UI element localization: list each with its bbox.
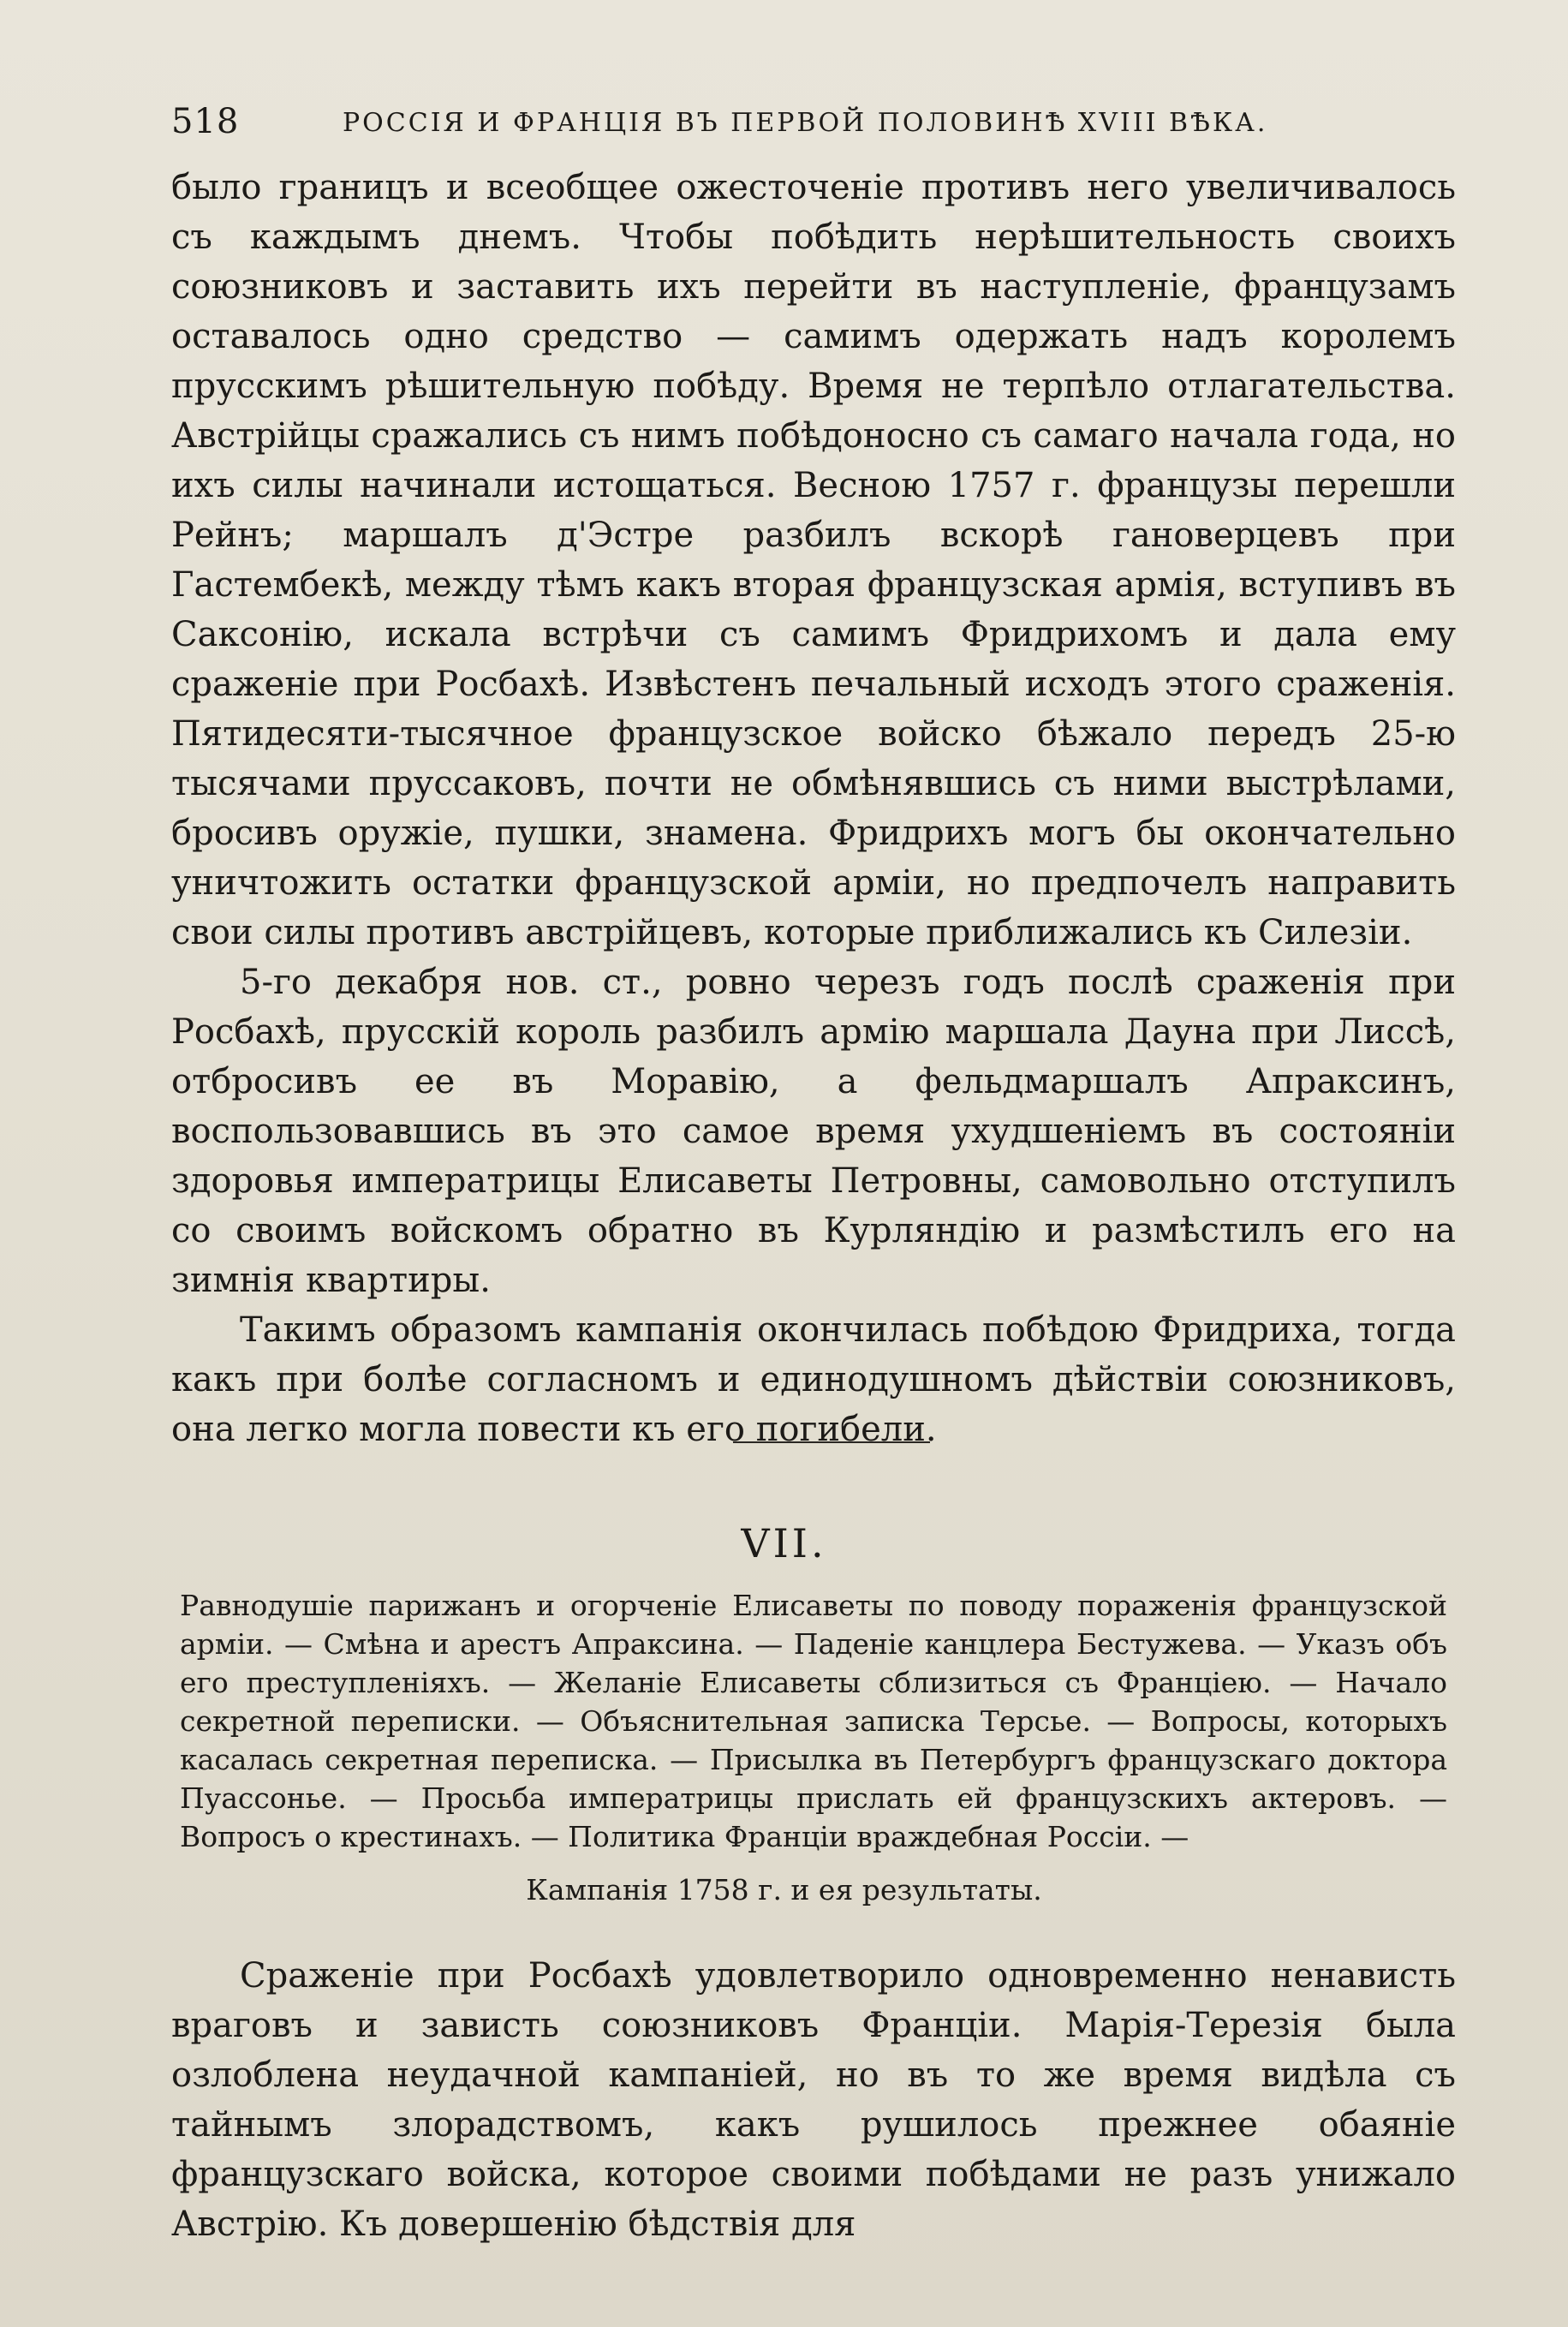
chapter-number: VII. [741, 1520, 827, 1566]
paragraph: Такимъ образомъ кампанія окончилась побѣдою Фридриха, тогда какъ при болѣе согласномъ и единодушномъ дѣйствіи союзниковъ, она легко могла повести къ его погибели. [171, 1310, 1456, 1449]
running-head [171, 96, 1456, 147]
running-title: РОССІЯ И ФРАНЦІЯ ВЪ ПЕРВОЙ ПОЛОВИНѢ XVIII ВѢКА. [343, 108, 1268, 138]
page-number: 518 [171, 102, 240, 141]
paragraph: 5-го декабря нов. ст., ровно черезъ годъ послѣ сраженія при Росбахѣ, прусскій король разбилъ армію маршала Дауна при Лиссѣ, отбросивъ ее въ Моравію, а фельдмаршалъ Апраксинъ, воспользовавшись въ это самое время ухудшеніемъ въ состояніи здоровья императрицы Елисаветы Петровны, самовольно отступилъ со своимъ войскомъ обратно въ Курляндію и размѣстилъ его на зимнія квартиры. [171, 963, 1456, 1300]
paragraph: Сраженіе при Росбахѣ удовлетворило одновременно ненависть враговъ и зависть союзниковъ Франціи. Марія-Терезія была озлоблена неудачной кампаніей, но въ то же время видѣла съ тайнымъ злорадствомъ, какъ рушилось прежнее обаяніе французскаго войска, которое своими побѣдами не разъ унижало Австрію. Къ довершенію бѣдствія для [171, 1956, 1456, 2244]
main-text-block [171, 163, 1456, 1454]
chapter-summary: Равнодушіе парижанъ и огорченіе Елисаветы по поводу пораженія французской арміи. — Смѣна и арестъ Апраксина. — Паденіе канцлера Бестужева. — Указъ объ его преступленіяхъ. — Желаніе Елисаветы сблизиться съ Франціею. — Начало секретной переписки. — Объяснительная записка Терсье. — Вопросы, которыхъ касалась секретная переписка. — Присылка въ Петербургъ французскаго доктора Пуассонье. — Просьба императрицы прислать ей французскихъ актеровъ. — Вопросъ о крестинахъ. — Политика Франціи враждебная Россіи. — [180, 1589, 1447, 1853]
paragraph-continuation: было границъ и всеобщее ожесточеніе противъ него увеличивалось съ каждымъ днемъ. Чтобы побѣдить нерѣшительность своихъ союзниковъ и заставить ихъ перейти въ наступленіе, французамъ оставалось одно средство — самимъ одержать надъ королемъ прусскимъ рѣшительную побѣду. Время не терпѣло отлагательства. Австрійцы сражались съ нимъ побѣдоносно съ самаго начала года, но ихъ силы начинали истощаться. Весною 1757 г. французы перешли Рейнъ; маршалъ д'Эстре разбилъ вскорѣ гановерцевъ при Гастембекѣ, между тѣмъ какъ вторая французская армія, вступивъ въ Саксонію, искала встрѣчи съ самимъ Фридрихомъ и дала ему сраженіе при Росбахѣ. Извѣстенъ печальный исходъ этого сраженія. Пятидесяти-тысячное французское войско бѣжало передъ 25-ю тысячами пруссаковъ, почти не обмѣнявшись съ ними выстрѣлами, бросивъ оружіе, пушки, знамена. Фридрихъ могъ бы окончательно уничтожить остатки французской арміи, но предпочелъ направить свои силы противъ австрійцевъ, которые приближались къ Силезіи. [171, 168, 1456, 952]
section-divider [733, 1441, 930, 1443]
chapter-summary-last-line: Кампанія 1758 г. и ея результаты. [526, 1873, 1042, 1906]
chapter-text-block [171, 1951, 1456, 2249]
